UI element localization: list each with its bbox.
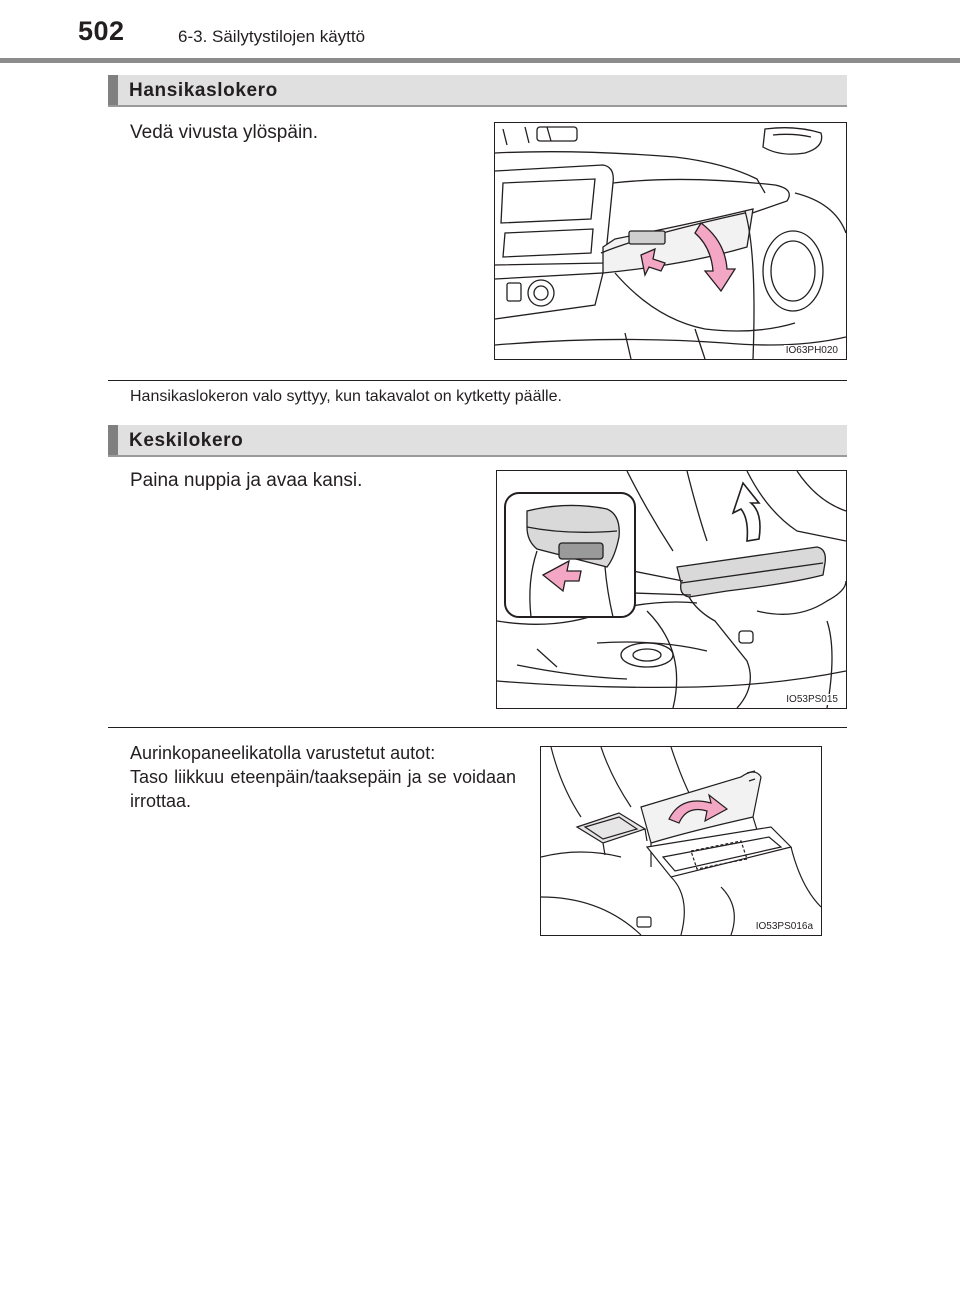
header-rule xyxy=(0,58,960,63)
glovebox-illustration xyxy=(494,122,847,360)
section-divider xyxy=(108,380,847,381)
heading-underline xyxy=(108,455,847,457)
page-number: 502 xyxy=(78,16,125,46)
glovebox-note: Hansikaslokeron valo syttyy, kun takavalot on kytketty päälle. xyxy=(130,388,562,405)
console-instruction: Paina nuppia ja avaa kansi. xyxy=(130,470,363,491)
heading-tab xyxy=(108,75,118,107)
heading-tab xyxy=(108,425,118,457)
tray-illustration xyxy=(540,746,822,936)
section-heading-glovebox xyxy=(108,75,847,107)
section-heading-label: Hansikaslokero xyxy=(129,80,278,101)
section-heading-label: Keskilokero xyxy=(129,430,244,451)
figure-code: IO53PS015 xyxy=(786,694,838,705)
console-illustration xyxy=(496,470,847,709)
heading-underline xyxy=(108,105,847,107)
figure-code: IO63PH020 xyxy=(785,345,838,356)
figure-code: IO53PS016a xyxy=(755,921,813,932)
section-divider xyxy=(108,727,847,728)
glovebox-instruction: Vedä vivusta ylöspäin. xyxy=(130,122,319,143)
chapter-title: 6-3. Säilytystilojen käyttö xyxy=(178,27,366,46)
sunroof-note: Aurinkopaneelikatolla varustetut autot: Taso liikkuu eteenpäin/taaksepäin ja se voidaan irrottaa. xyxy=(130,743,516,811)
section-heading-center-console xyxy=(108,425,847,457)
